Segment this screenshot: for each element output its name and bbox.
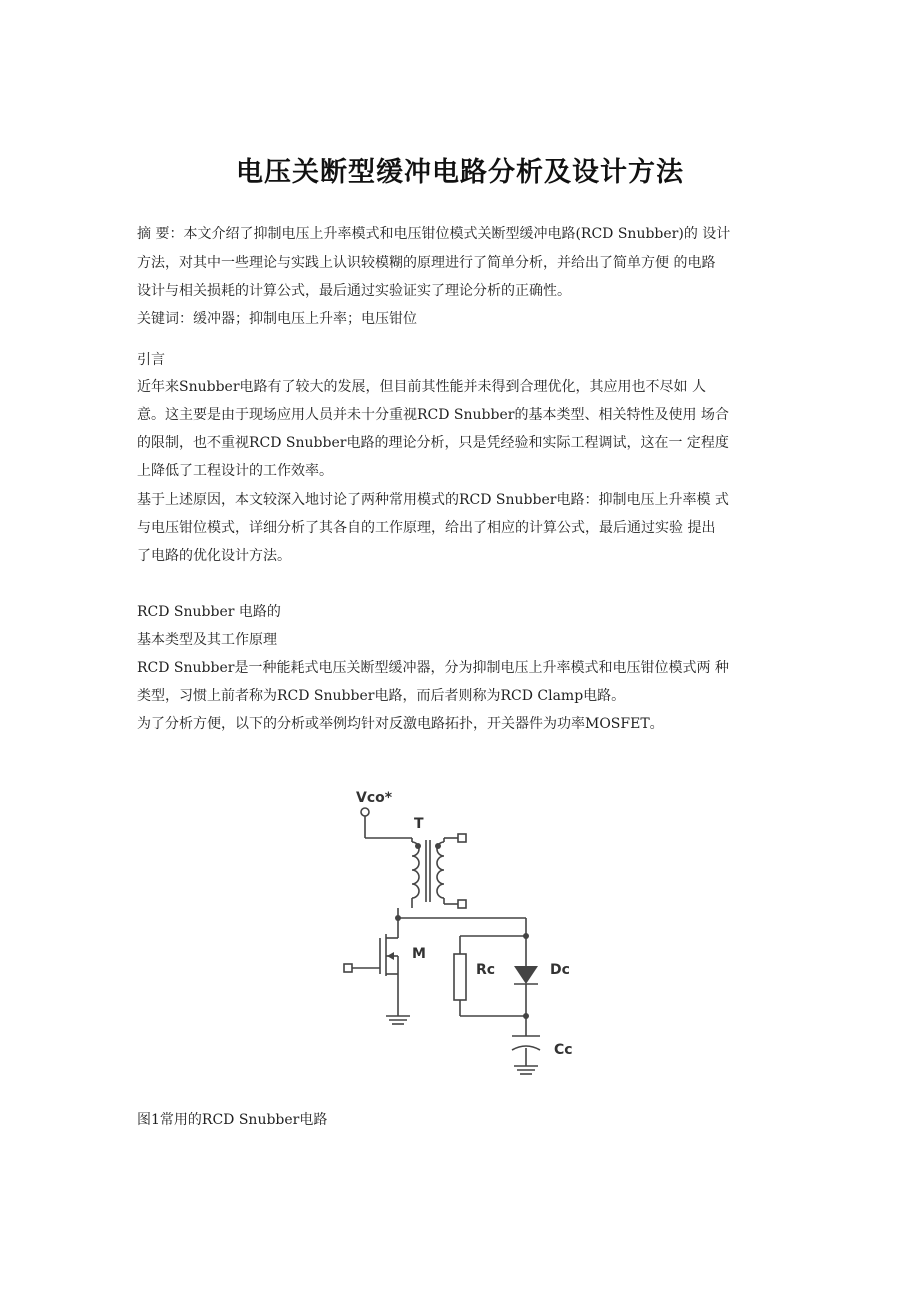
keywords: 关键词：缓冲器；抑制电压上升率；电压钳位 bbox=[137, 311, 417, 327]
circuit-figure bbox=[330, 788, 580, 1088]
intro-line: 与电压钳位模式，详细分析了其各自的工作原理，给出了相应的计算公式，最后通过实验 提出 bbox=[137, 520, 716, 536]
gate-terminal bbox=[344, 964, 352, 972]
intro-line: 基于上述原因，本文较深入地讨论了两种常用模式的RCD Snubber电路：抑制电压上升率模 式 bbox=[137, 492, 729, 508]
intro-line: 上降低了工程设计的工作效率。 bbox=[137, 463, 333, 479]
intro-line: 意。这主要是由于现场应用人员并未十分重视RCD Snubber的基本类型、相关特性及使用 场合 bbox=[137, 407, 729, 423]
vco-label: Vco* bbox=[356, 790, 393, 806]
intro-heading: 引言 bbox=[137, 352, 165, 368]
abstract-line: 方法，对其中一些理论与实践上认识较模糊的原理进行了简单分析，并给出了简单方便 的电路 bbox=[137, 255, 716, 271]
intro-line: 的限制，也不重视RCD Snubber电路的理论分析，只是凭经验和实际工程调试，这在一 定程度 bbox=[137, 435, 729, 451]
rcd-snubber-circuit bbox=[330, 788, 580, 1088]
intro-line: 近年来Snubber电路有了较大的发展，但目前其性能并未得到合理优化，其应用也不尽如 人 bbox=[137, 379, 706, 395]
abstract-line: 设计与相关损耗的计算公式，最后通过实验证实了理论分析的正确性。 bbox=[137, 283, 571, 299]
abstract-line: 摘 要：本文介绍了抑制电压上升率模式和电压钳位模式关断型缓冲电路(RCD Snubber)的 设计 bbox=[137, 226, 731, 242]
section-line: RCD Snubber是一种能耗式电压关断型缓冲器，分为抑制电压上升率模式和电压钳位模式两 种 bbox=[137, 660, 729, 676]
rc-label: Rc bbox=[476, 962, 496, 978]
primary-winding bbox=[412, 842, 419, 898]
intro-line: 了电路的优化设计方法。 bbox=[137, 548, 291, 564]
section-line: 为了分析方便，以下的分析或举例均针对反激电路拓扑，开关器件为功率MOSFET。 bbox=[137, 716, 664, 732]
dc-label: Dc bbox=[550, 962, 570, 978]
dc-diode bbox=[514, 966, 538, 984]
section-heading: RCD Snubber 电路的 bbox=[137, 604, 281, 620]
cc-label: Cc bbox=[554, 1042, 573, 1058]
secondary-terminal-bottom bbox=[458, 900, 466, 908]
page-title: 电压关断型缓冲电路分析及设计方法 bbox=[236, 157, 684, 188]
t-label: T bbox=[414, 816, 424, 832]
figure-caption: 图1常用的RCD Snubber电路 bbox=[137, 1112, 328, 1128]
rc-resistor bbox=[454, 954, 466, 1000]
secondary-terminal-top bbox=[458, 834, 466, 842]
secondary-winding bbox=[437, 842, 444, 898]
section-heading: 基本类型及其工作原理 bbox=[137, 632, 277, 648]
section-line: 类型，习惯上前者称为RCD Snubber电路，而后者则称为RCD Clamp电路。 bbox=[137, 688, 626, 704]
vco-terminal bbox=[361, 808, 369, 816]
m-label: M bbox=[412, 946, 426, 962]
